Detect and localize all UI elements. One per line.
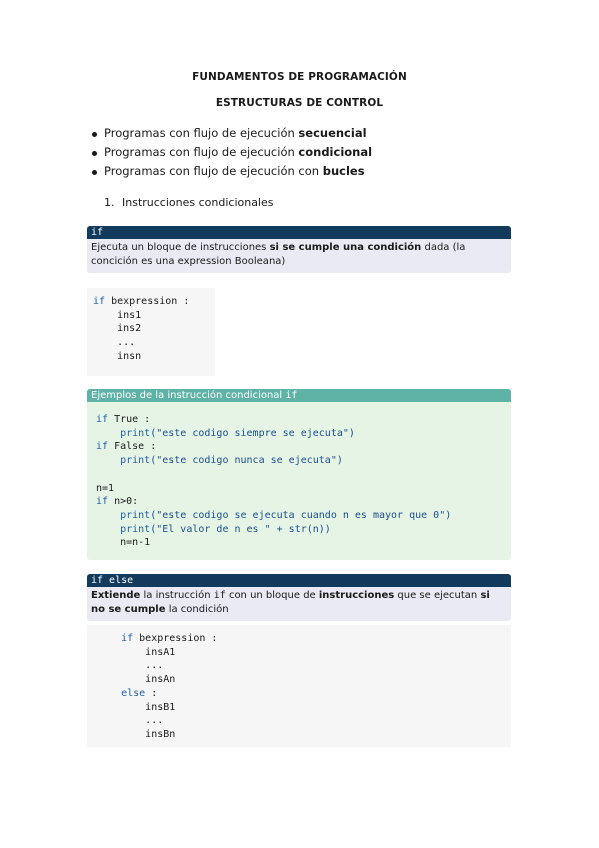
page-subheading: ESTRUCTURAS DE CONTROL bbox=[215, 97, 384, 109]
section-title: Instrucciones condicionales bbox=[122, 196, 274, 209]
page-heading: FUNDAMENTOS DE PROGRAMACIÓN bbox=[192, 71, 407, 83]
examples-box-header: Ejemplos de la instrucción condicional if bbox=[87, 389, 511, 402]
bullet-dot-icon bbox=[92, 132, 97, 137]
bullet-item-conditional: Programas con flujo de ejecución condicional bbox=[90, 143, 372, 162]
bullet-list bbox=[90, 124, 372, 181]
bullet-item-loops: Programas con flujo de ejecución con bucles bbox=[90, 162, 372, 181]
ifelse-box-header: if else bbox=[87, 574, 511, 587]
bullet-dot-icon bbox=[92, 170, 97, 175]
ifelse-box-body: Extiende la instrucción if con un bloque de instrucciones que se ejecutan si no se cumple la condición bbox=[87, 587, 511, 621]
if-box-header: if bbox=[87, 226, 511, 239]
if-code-block: if bexpression : ins1 ins2 ... insn bbox=[93, 296, 190, 362]
bullet-dot-icon bbox=[92, 151, 97, 156]
ifelse-code-block: if bexpression : insA1 ... insAn else : insB1 ... insBn bbox=[121, 633, 218, 740]
examples-code-block: if True : print("este codigo siempre se ejecuta") if False : print("este codigo nunca se ejecuta") n=1 if n>0: print("este codigo se ejecuta cuando n es mayor que 0") print("El valor de n es " + str(n)) n=n-1 bbox=[96, 414, 452, 549]
section-number: 1. bbox=[104, 196, 115, 209]
bullet-item-sequential: Programas con flujo de ejecución secuencial bbox=[90, 124, 372, 143]
section-heading bbox=[104, 196, 274, 209]
if-box-body: Ejecuta un bloque de instrucciones si se cumple una condición dada (la concición es una expression Booleana) bbox=[87, 239, 511, 273]
